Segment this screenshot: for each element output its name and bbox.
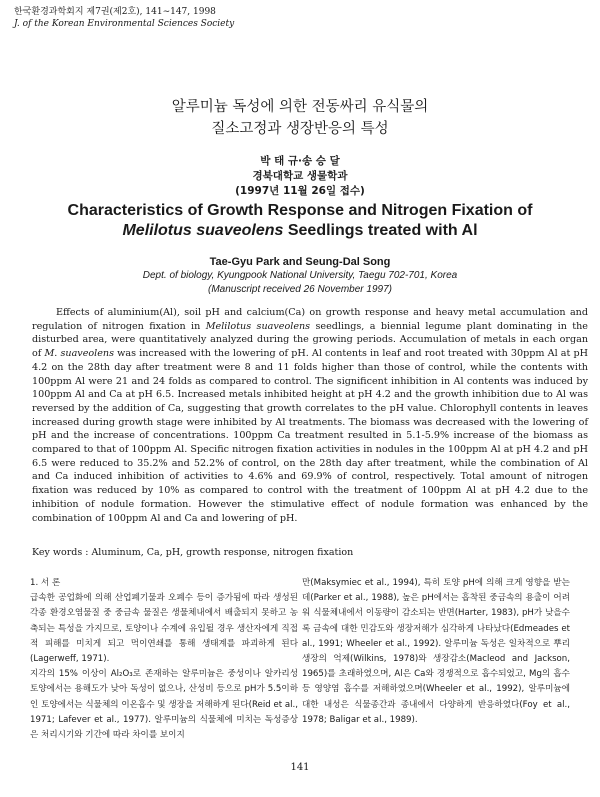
section-heading-introduction: 1. 서 론 [30, 578, 61, 588]
english-author-names: Tae-Gyu Park and Seung-Dal Song [209, 256, 391, 268]
english-title-line-2-rest: Seedlings treated with Al [283, 222, 478, 239]
abstract-part-1: Effects of aluminium(Al), soil pH and calcium(Ca) on growth response and heavy metal accumulation and regulation of nitrogen fixation in [32, 307, 588, 332]
abstract-species-1: Melilotus suaveolens [205, 320, 311, 332]
korean-title-line-1: 알루미늄 독성에 의한 전동싸리 유식물의 [171, 99, 429, 115]
introduction-paragraph-2: 지각의 15% 이상이 Al₂O₃로 존재하는 알루미늄은 중성이나 알카리성 토양에서는 용해도가 낮아 독성이 없으나, 산성비 등으로 pH가 5.5이하인 토양에서는 식물체의 이온흡수 및 생장을 저해하게 된다(Reid et al., 1971; Lafever et al., 1977). 알루미늄의 식물체에 미치는 독성증상은 처리시기와 기간에 따라 차이를 보이지 [30, 669, 298, 741]
english-authors-block [0, 255, 600, 297]
english-title-species: Melilotus suaveolens [122, 222, 284, 239]
korean-received-date: (1997년 11월 26일 접수) [235, 185, 365, 197]
abstract-part-3: was increased with the lowering of pH. Al contents in leaf and root treated with 30ppm Al at pH 4.2 on the 28th day after treatment were 8 and 11 folds higher than those of control, while the contents with 100ppm Al were 21 and 24 folds as compared to control. The significent inhibition in Al contents was induced by 100ppm Al and Ca at pH 6.5. Increased metals inhibited height at pH 4.2 and the growth inhibition due to Al was reversed by the addition of Ca, suggesting that growth correlates to the pH value. Chlorophyll contents in leaves increased during growth stage were inhibited by Al treatments. The biomass was decreased with the lowering of pH and the increase of concentrations. 100ppm Ca treatment resulted in 5.1-5.9% increase of the biomass as compared to that of 100ppm Al. Specific nitrogen fixation activities in nodules in the 100ppm Al at pH 4.2 and pH 6.5 were reduced to 35.2% and 52.2% of control, on the 28th day after treatment, while the combination of Al and Ca induced inhibition of activities to 4.6% and 69.9% of control, respectively. Total amount of nitrogen fixation was reduced by 10% as compared to control with the treatment of 100ppm Al at pH 4.2 due to the inhibition of nodule formation. However the stimulative effect of nodule formation was enhanced by the combination of 100ppm Al and Ca and lowering of pH. [32, 348, 588, 524]
english-title-line-1: Characteristics of Growth Response and Nitrogen Fixation of [67, 202, 533, 219]
journal-citation-kr: 한국환경과학회지 제7권(제2호), 141∼147, 1998 [14, 7, 216, 17]
korean-title-line-2: 질소고정과 생장반응의 특성 [211, 121, 389, 137]
korean-affiliation: 경북대학교 생물학과 [252, 170, 348, 182]
abstract-species-2: M. suaveolens [44, 348, 115, 360]
journal-name-en: J. of the Korean Environmental Sciences Society [14, 19, 235, 29]
english-title-line-2 [0, 221, 600, 241]
keywords: Key words : Aluminum, Ca, pH, growth response, nitrogen fixation [32, 547, 354, 558]
korean-author-names: 박 태 규·송 승 달 [260, 155, 340, 167]
korean-authors-block [0, 154, 600, 199]
english-affiliation: Dept. of biology, Kyungpook National University, Taegu 702-701, Korea [142, 270, 458, 281]
korean-title [0, 96, 600, 140]
abstract-part-2: seedlings, a biennial legume plant dominating in the disturbed area, were quantitatively analyzed during the growing periods. Accumulation of metals in each organ of [32, 320, 588, 360]
english-received-date: (Manuscript received 26 November 1997) [208, 284, 392, 295]
body-column-right [302, 576, 570, 728]
abstract [32, 306, 588, 525]
page-number: 141 [290, 762, 310, 773]
introduction-paragraph-3: 만(Maksymiec et al., 1994), 특히 토양 pH에 의해 크게 영향을 받는데(Parker et al., 1988), 높은 pH에서는 흡착된 중금속의 용출이 어려워 식물체내에서 이동량이 감소되는 반면(Harter, 1983), pH가 낮을수록 금속에 대한 민감도와 생장저해가 심각하게 나타났다(Edmeades et al., 1991; Wheeler et al., 1992). 알루미늄 독성은 일차적으로 뿌리생장의 억제(Wilkins, 1978)와 생장감소(Macleod and Jackson, 1965)를 초래하였으며, Al은 Ca와 경쟁적으로 흡수되었고, Mg의 흡수 등 영양염 흡수를 저해하였으며(Wheeler et al., 1992), 알루미늄에 대한 내성은 식물종간과 종내에서 다양하게 반응하였다(Foy et al., 1978; Baligar et al., 1989). [302, 578, 570, 725]
introduction-paragraph-1: 급속한 공업화에 의해 산업폐기물과 오폐수 등이 증가됨에 따라 생성된 각종 환경오염물질 중 중금속 물질은 생물체내에서 배출되지 못하고 농축되는 특성을 가지므로, 토양이나 수계에 유입될 경우 생산자에게 직접적 피해를 미치게 되고 먹이연쇄를 통해 생태계를 파괴하게 된다(Lagerweff, 1971). [30, 593, 298, 665]
body-column-left [30, 576, 298, 743]
journal-header [14, 6, 234, 30]
english-title [0, 201, 600, 241]
